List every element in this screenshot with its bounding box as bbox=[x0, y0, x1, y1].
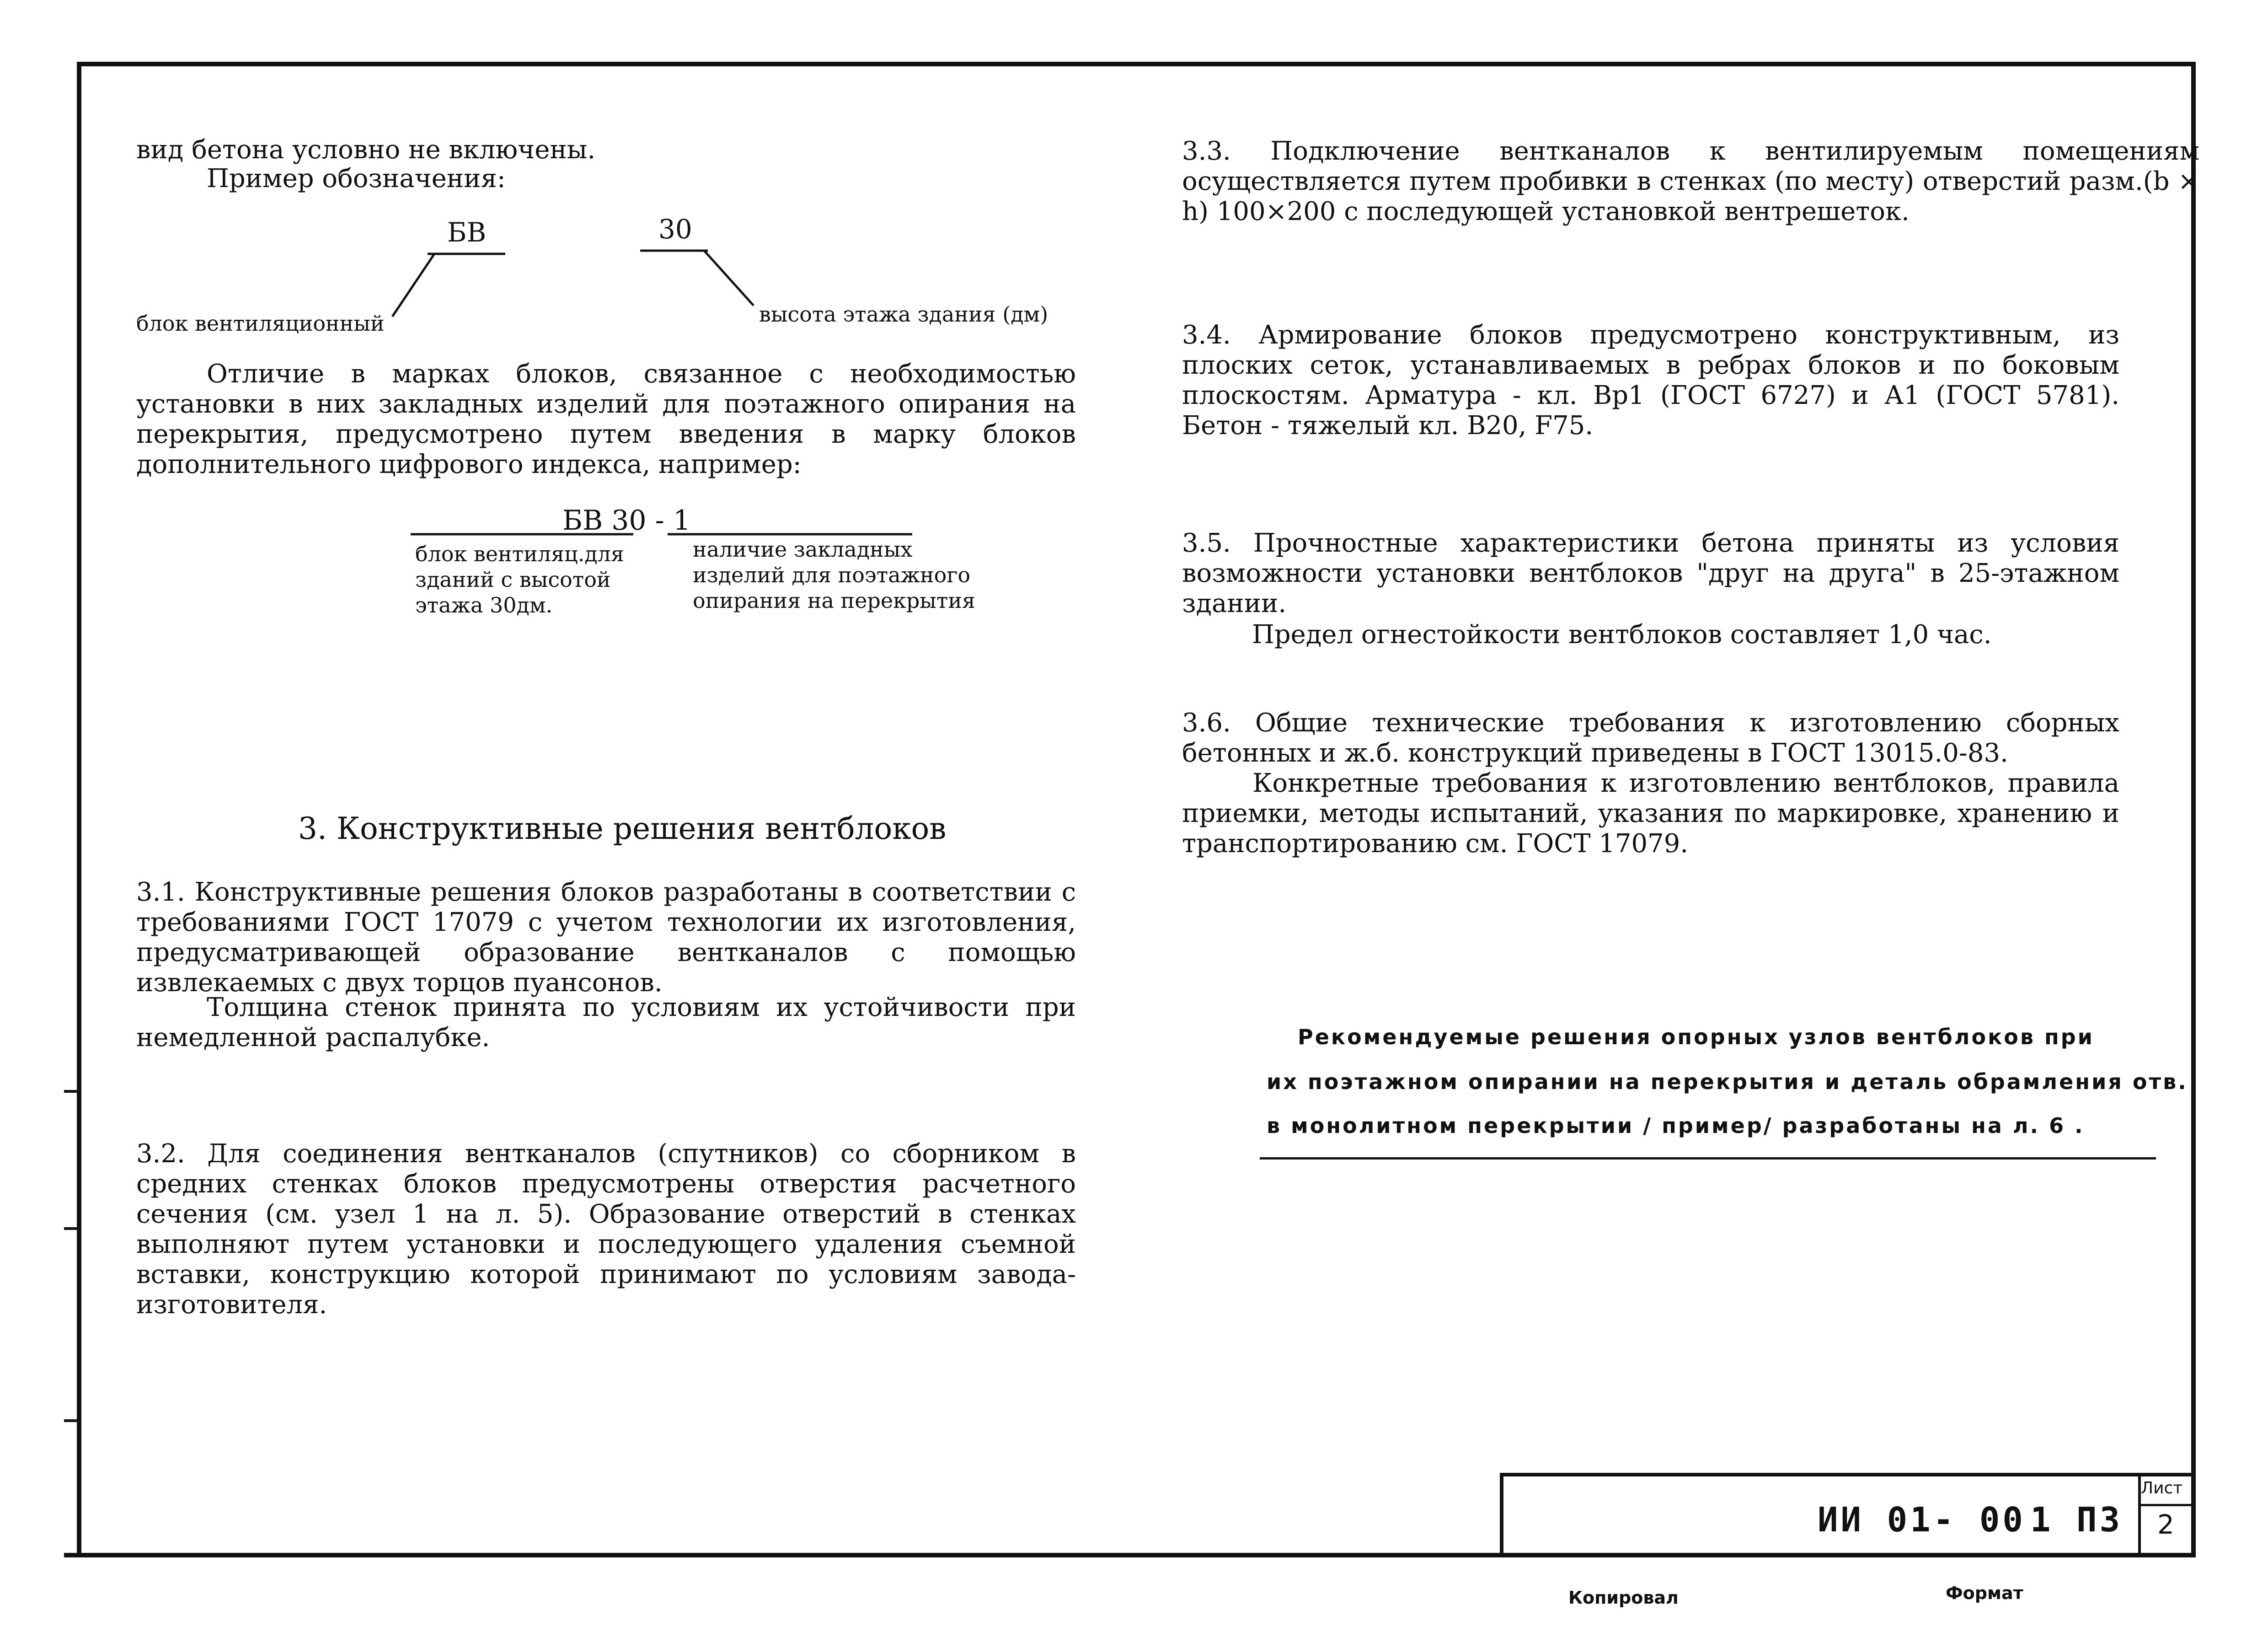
example1-code-part1: БВ bbox=[447, 217, 487, 248]
paragraph-difference: Отличие в марках блоков, связанное с необходимостью установки в них закладных изделий для поэтажного опирания на перекрытия, предусмотрено путем введения в марку блоков дополнительного цифрового индекса, например: bbox=[136, 359, 1076, 479]
paragraph-3-5-b: Предел огнестойкости вентблоков составляет 1,0 час. bbox=[1252, 620, 1992, 650]
title-block-top-border bbox=[1500, 1473, 2196, 1476]
intro-line: вид бетона условно не включены. bbox=[136, 135, 596, 165]
paragraph-3-4: 3.4. Армирование блоков предусмотрено конструктивным, из плоских сеток, устанавливаемых в ребрах блоков и по боковым плоскостям. Арматура - кл. Вр1 (ГОСТ 6727) и А1 (ГОСТ 5781). Бетон - тяжелый кл. В20, F75. bbox=[1182, 320, 2119, 440]
paragraph-3-1: 3.1. Конструктивные решения блоков разработаны в соответствии с требованиями ГОСТ 17079 с учетом технологии их изготовления, предусматривающей образование вентканалов с помощью извлекаемых с двух торцов пуансонов. bbox=[136, 877, 1076, 998]
paragraph-3-6-b: Конкретные требования к изготовлению вентблоков, правила приемки, методы испытаний, указания по маркировке, хранению и транспортированию см. ГОСТ 17079. bbox=[1182, 768, 2119, 859]
example2-left-line: блок вентиляц.для bbox=[415, 542, 624, 566]
title-block-left-border bbox=[1500, 1473, 1503, 1557]
example2-left-line: зданий с высотой bbox=[415, 567, 611, 592]
paragraph-3-6: 3.6. Общие технические требования к изготовлению сборных бетонных и ж.б. конструкций приведены в ГОСТ 13015.0-83. bbox=[1182, 708, 2119, 768]
section-heading: 3. Конструктивные решения вентблоков bbox=[298, 811, 947, 846]
title-block-sheet-divider bbox=[2138, 1504, 2196, 1506]
paragraph-3-1-b: Толщина стенок принята по условиям их устойчивости при немедленной распалубке. bbox=[136, 993, 1076, 1052]
sheet-label: Лист bbox=[2141, 1479, 2183, 1498]
example1-label-left: блок вентиляционный bbox=[136, 311, 385, 336]
paragraph-3-3: 3.3. Подключение вентканалов к вентилируемым помещениям осуществляется путем пробивки в стенках (по месту) отверстий разм.(b × h) 100×200 с последующей установкой вентрешеток. bbox=[1182, 136, 2199, 226]
example2-left-line: этажа 30дм. bbox=[415, 593, 553, 617]
example2-right-line: изделий для поэтажного bbox=[693, 563, 971, 587]
example1-code-part2: 30 bbox=[658, 214, 692, 245]
paragraph-3-5: 3.5. Прочностные характеристики бетона приняты из условия возможности установки вентблоков "друг на друга" в 25-этажном здании. bbox=[1182, 528, 2119, 618]
footer-copied-label: Копировал bbox=[1568, 1588, 1679, 1608]
document-sheet-code: 1 ПЗ bbox=[2030, 1500, 2123, 1540]
example2-right-line: наличие закладных bbox=[693, 537, 913, 562]
document-code: ИИ 01- 00 bbox=[1818, 1500, 2026, 1540]
handwritten-note-line: их поэтажном опирании на перекрытия и деталь обрамления отв. bbox=[1267, 1069, 2188, 1094]
sheet-number: 2 bbox=[2157, 1509, 2174, 1540]
note-underline bbox=[1260, 1157, 2156, 1160]
example2-right-line: опирания на перекрытия bbox=[693, 588, 976, 613]
handwritten-note-line: Рекомендуемые решения опорных узлов вентблоков при bbox=[1298, 1025, 2094, 1049]
example1-label-right: высота этажа здания (дм) bbox=[759, 302, 1048, 327]
example2-code: БВ 30 - 1 bbox=[562, 505, 691, 537]
handwritten-note-line: в монолитном перекрытии / пример/ разработаны на л. 6 . bbox=[1267, 1113, 2085, 1138]
paragraph-3-2: 3.2. Для соединения вентканалов (спутников) со сборником в средних стенках блоков предусмотрены отверстия расчетного сечения (см. узел 1 на л. 5). Образование отверстий в стенках выполняют путем установки и последующего удаления съемной вставки, конструкцию которой принимают по условиям завода-изготовителя. bbox=[136, 1139, 1076, 1320]
footer-format-label: Формат bbox=[1946, 1583, 2023, 1603]
example-heading: Пример обозначения: bbox=[207, 164, 506, 193]
